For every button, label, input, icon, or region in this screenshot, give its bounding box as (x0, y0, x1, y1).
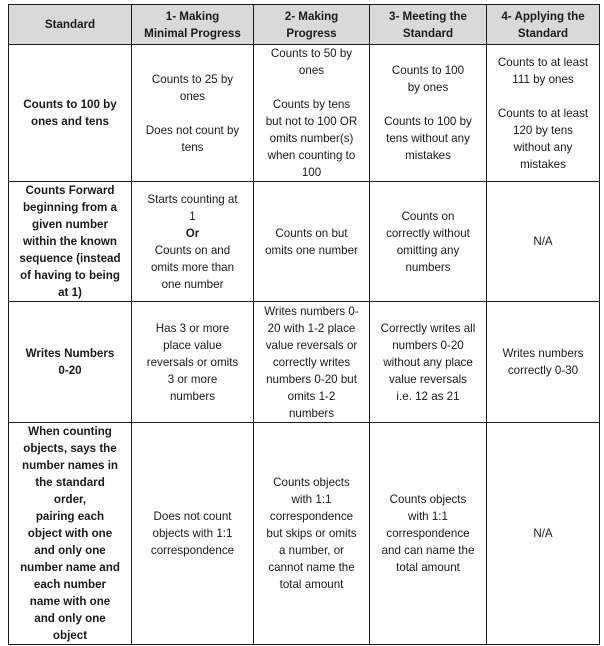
row-label-counts-forward: Counts Forward beginning from a given number within the known sequence (instead of having to being at 1) (9, 182, 132, 302)
standards-rubric-table (8, 4, 600, 645)
header-level-2: 2- Making Progress (254, 5, 370, 45)
cell-level-1: Counts to 25 by ones Does not count by tens (132, 45, 254, 182)
cell-level-4: Counts to at least 111 by ones Counts to at least 120 by tens without any mistakes (487, 45, 600, 182)
header-level-1: 1- Making Minimal Progress (132, 5, 254, 45)
cell-level-4: Writes numbers correctly 0-30 (487, 302, 600, 423)
table-row (9, 182, 600, 302)
cell-level-2: Counts objects with 1:1 correspondence but skips or omits a number, or cannot name the total amount (254, 423, 370, 645)
cell-level-2: Counts on but omits one number (254, 182, 370, 302)
cell-level-1: Starts counting at 1 Or Counts on and omits more than one number (132, 182, 254, 302)
table-row (9, 45, 600, 182)
header-standard: Standard (9, 5, 132, 45)
cell-level-3: Counts objects with 1:1 correspondence and can name the total amount (370, 423, 487, 645)
cell-level-2: Writes numbers 0- 20 with 1-2 place value reversals or correctly writes numbers 0-20 but omits 1-2 numbers (254, 302, 370, 423)
cell-level-2: Counts to 50 by ones Counts by tens but not to 100 OR omits number(s) when counting to 100 (254, 45, 370, 182)
cell-level-4: N/A (487, 423, 600, 645)
cell-level-3: Counts to 100 by ones Counts to 100 by tens without any mistakes (370, 45, 487, 182)
row-label-one-to-one-correspondence: When counting objects, says the number names in the standard order, pairing each object with one and only one number name and each number name with one and only one object (9, 423, 132, 645)
header-row (9, 5, 600, 45)
table-row (9, 423, 600, 645)
row-label-counts-to-100: Counts to 100 by ones and tens (9, 45, 132, 182)
cell-level-4: N/A (487, 182, 600, 302)
header-level-4: 4- Applying the Standard (487, 5, 600, 45)
row-label-writes-numbers: Writes Numbers 0-20 (9, 302, 132, 423)
cell-level-3: Correctly writes all numbers 0-20 without any place value reversals i.e. 12 as 21 (370, 302, 487, 423)
table-row (9, 302, 600, 423)
cell-level-1: Has 3 or more place value reversals or omits 3 or more numbers (132, 302, 254, 423)
header-level-3: 3- Meeting the Standard (370, 5, 487, 45)
cell-level-3: Counts on correctly without omitting any numbers (370, 182, 487, 302)
cell-level-1: Does not count objects with 1:1 correspondence (132, 423, 254, 645)
